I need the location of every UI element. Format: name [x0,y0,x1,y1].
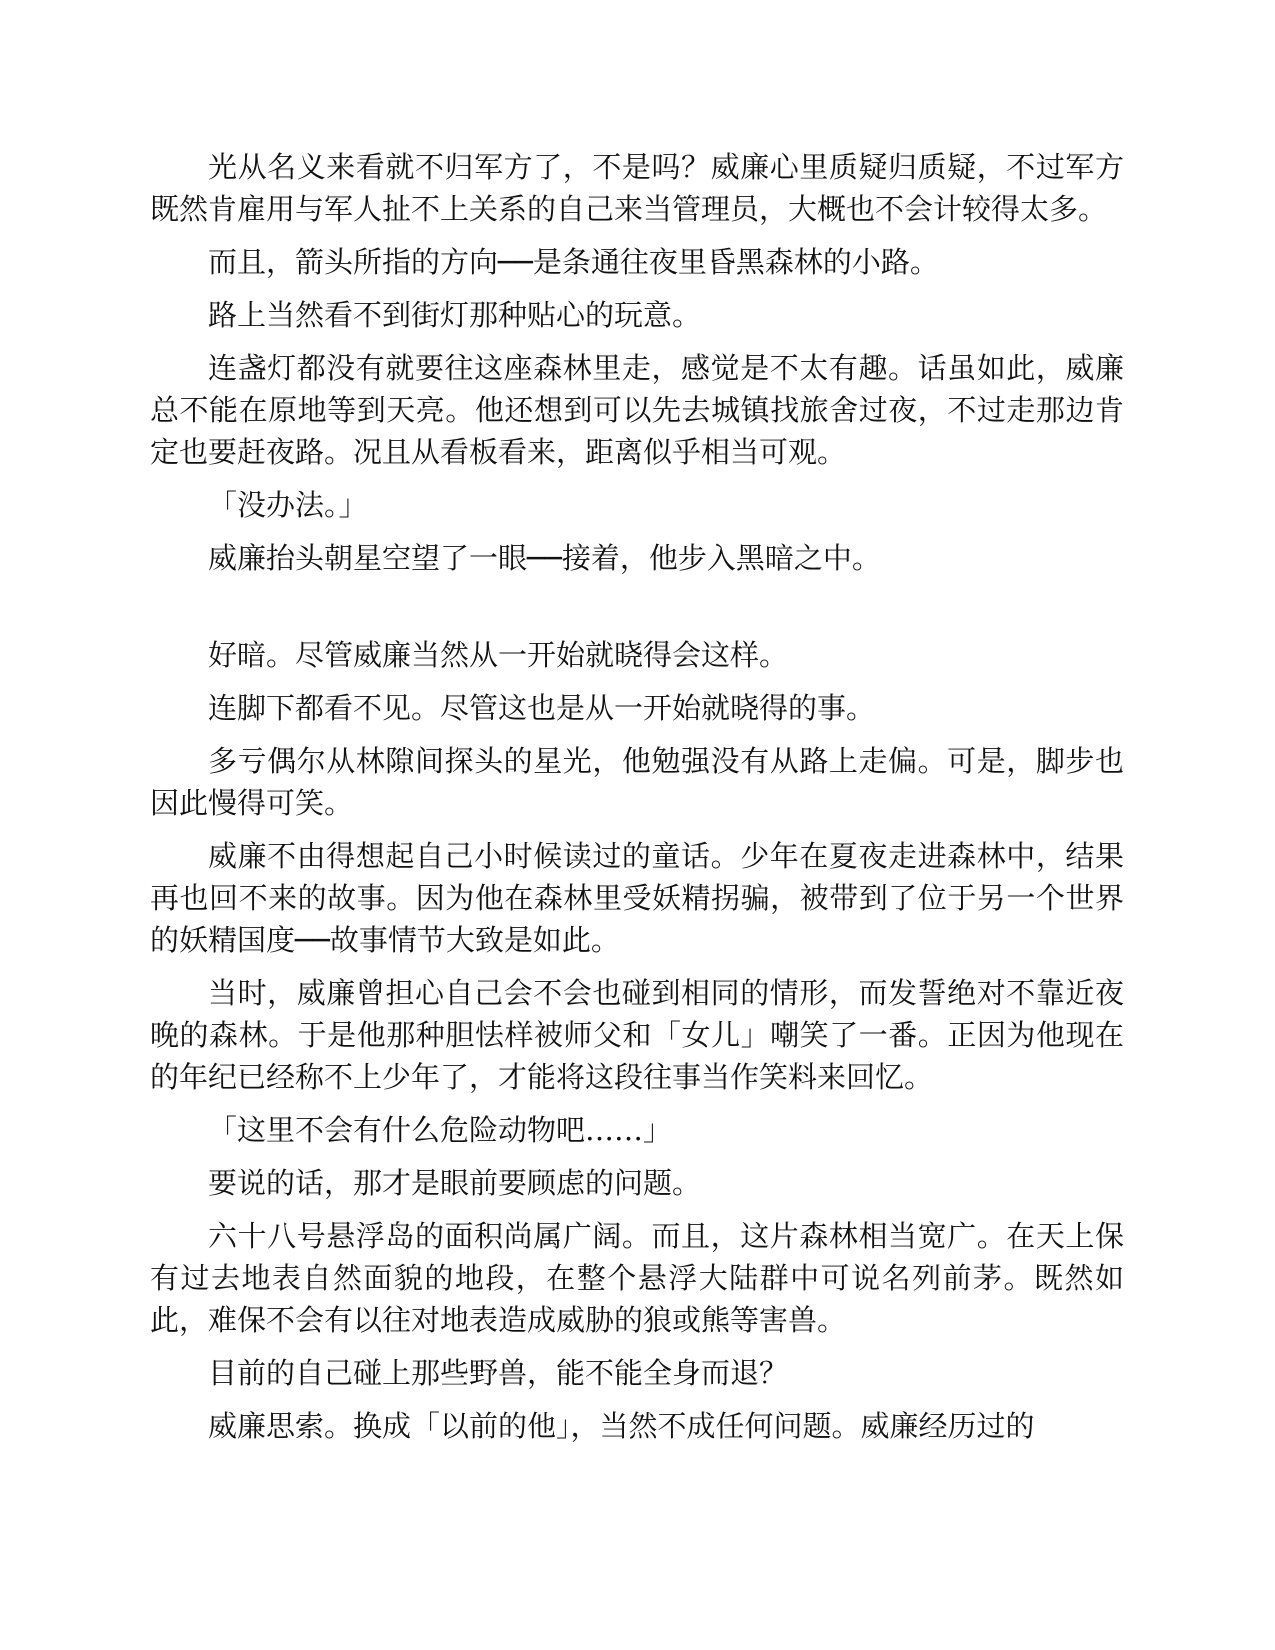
paragraph: 当时，威廉曾担心自己会不会也碰到相同的情形，而发誓绝对不靠近夜晚的森林。于是他那种胆怯样被师父和「女儿」嘲笑了一番。正因为他现在的年纪已经称不上少年了，才能将这段往事当作笑料来回忆。 [150,976,1124,1094]
paragraph: 光从名义来看就不归军方了，不是吗？威廉心里质疑归质疑，不过军方既然肯雇用与军人扯不上关系的自己来当管理员，大概也不会计较得太多。 [150,150,1124,226]
paragraph: 六十八号悬浮岛的面积尚属广阔。而且，这片森林相当宽广。在天上保有过去地表自然面貌的地段，在整个悬浮大陆群中可说名列前茅。既然如此，难保不会有以往对地表造成威胁的狼或熊等害兽。 [150,1219,1124,1337]
paragraph: 威廉不由得想起自己小时候读过的童话。少年在夏夜走进森林中，结果再也回不来的故事。因为他在森林里受妖精拐骗，被带到了位于另一个世界的妖精国度──故事情节大致是如此。 [150,839,1124,957]
body-text [150,146,1124,1458]
paragraph: 目前的自己碰上那些野兽，能不能全身而退？ [208,1356,789,1390]
paragraph: 连盏灯都没有就要往这座森林里走，感觉是不太有趣。话虽如此，威廉总不能在原地等到天亮。他还想到可以先去城镇找旅舍过夜，不过走那边肯定也要赶夜路。况且从看板看来，距离似乎相当可观。 [150,351,1124,469]
paragraph: 要说的话，那才是眼前要顾虑的问题。 [208,1166,702,1200]
paragraph: 好暗。尽管威廉当然从一开始就晓得会这样。 [208,638,789,672]
paragraph: 威廉思索。换成「以前的他」，当然不成任何问题。威廉经历过的 [208,1409,1035,1443]
paragraph: 路上当然看不到街灯那种贴心的玩意。 [208,298,702,332]
dialogue-paragraph: 「没办法。」 [208,488,368,522]
paragraph: 而且，箭头所指的方向──是条通往夜里昏黑森林的小路。 [208,245,939,279]
paragraph: 连脚下都看不见。尽管这也是从一开始就晓得的事。 [208,691,876,725]
paragraph: 威廉抬头朝星空望了一眼──接着，他步入黑暗之中。 [208,541,881,575]
paragraph: 多亏偶尔从林隙间探头的星光，他勉强没有从路上走偏。可是，脚步也因此慢得可笑。 [150,744,1124,820]
scene-break [150,590,1124,634]
dialogue-paragraph: 「这里不会有什么危险动物吧……」 [208,1113,673,1147]
